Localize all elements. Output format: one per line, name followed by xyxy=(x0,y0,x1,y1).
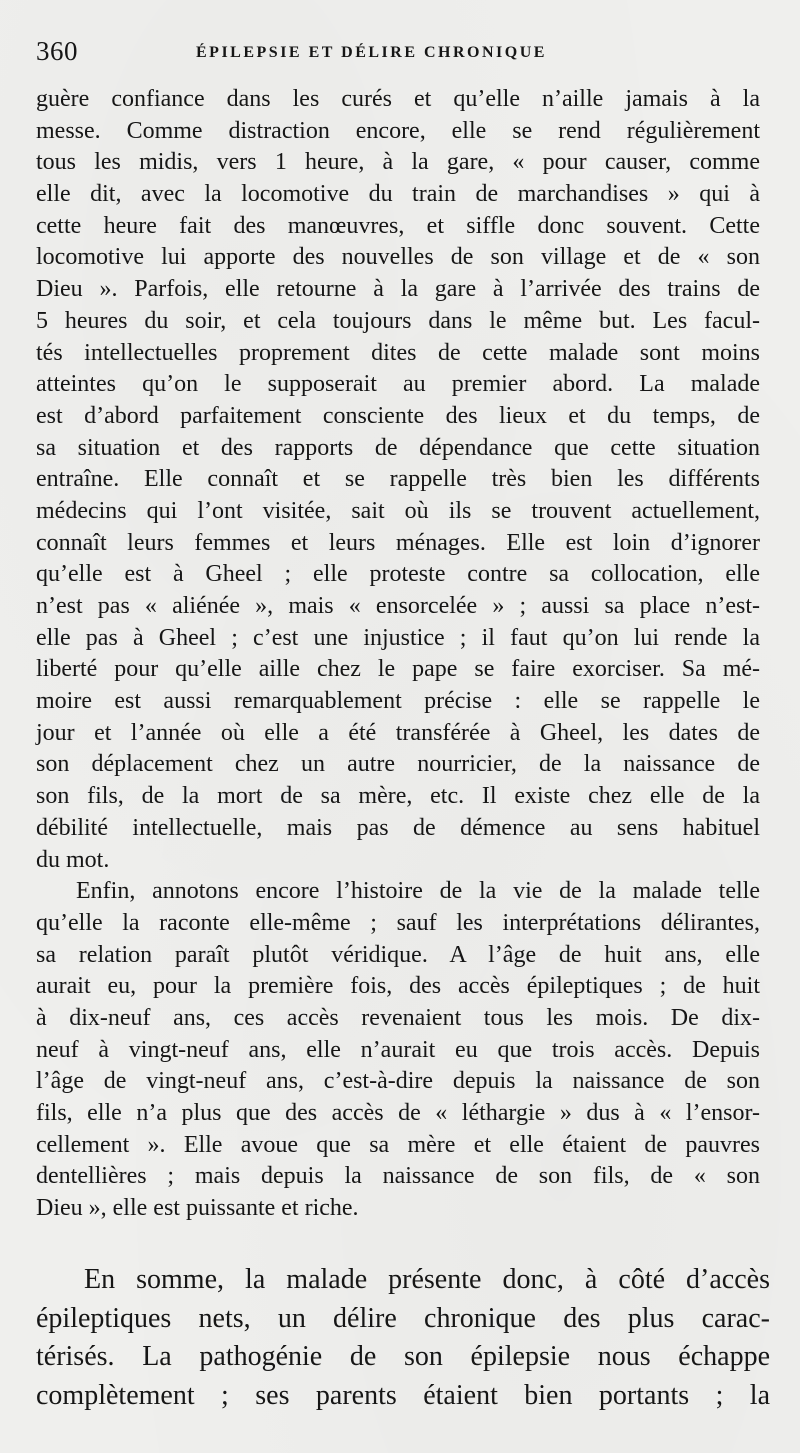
text-line: térisés. La pathogénie de son épilepsie nous échappe xyxy=(36,1341,770,1372)
text-line: fils, elle n’a plus que des accès de « léthargie » dus à « l’ensor- xyxy=(36,1100,760,1126)
text-line: médecins qui l’ont visitée, sait où ils se trouvent actuellement, xyxy=(36,497,760,524)
text-line: elle pas à Gheel ; c’est une injustice ; il faut qu’on lui rende la xyxy=(36,624,760,651)
text-line: jour et l’année où elle a été transférée à Gheel, les dates de xyxy=(36,719,760,746)
text-line: 5 heures du soir, et cela toujours dans le même but. Les facul- xyxy=(36,307,760,334)
text-line: En somme, la malade présente donc, à côté d’accès xyxy=(84,1264,770,1295)
text-line: cette heure fait des manœuvres, et siffle donc souvent. Cette xyxy=(36,212,760,239)
text-line: cellement ». Elle avoue que sa mère et elle étaient de pauvres xyxy=(36,1131,760,1158)
text-line: du mot. xyxy=(36,846,110,873)
text-line: est d’abord parfaitement consciente des lieux et du temps, de xyxy=(36,402,760,429)
page-header xyxy=(36,36,770,70)
body-text xyxy=(36,84,760,1225)
text-line: n’est pas « aliénée », mais « ensorcelée » ; aussi sa place n’est- xyxy=(36,593,760,619)
text-line: à dix-neuf ans, ces accès revenaient tous les mois. De dix- xyxy=(36,1004,760,1031)
text-line: elle dit, avec la locomotive du train de marchandises » qui à xyxy=(36,181,760,208)
text-line: atteintes qu’on le supposerait au premier abord. La malade xyxy=(36,371,760,398)
text-line: locomotive lui apporte des nouvelles de son village et de « son xyxy=(36,244,760,271)
text-line: guère confiance dans les curés et qu’elle n’aille jamais à la xyxy=(36,86,760,112)
text-line: sa relation paraît plutôt véridique. A l’âge de huit ans, elle xyxy=(36,941,760,968)
text-line: qu’elle est à Gheel ; elle proteste contre sa collocation, elle xyxy=(36,561,760,588)
text-line: connaît leurs femmes et leurs ménages. Elle est loin d’ignorer xyxy=(36,529,760,556)
text-line: qu’elle la raconte elle-même ; sauf les interprétations délirantes, xyxy=(36,909,760,936)
text-line: moire est aussi remarquablement précise : elle se rappelle le xyxy=(36,688,760,715)
text-line: sa situation et des rapports de dépendance que cette situation xyxy=(36,434,760,461)
text-line: aurait eu, pour la première fois, des accès épileptiques ; de huit xyxy=(36,973,760,1000)
text-line: Dieu ». Parfois, elle retourne à la gare à l’arrivée des trains de xyxy=(36,276,760,303)
text-line: l’âge de vingt-neuf ans, c’est-à-dire depuis la naissance de son xyxy=(36,1068,760,1095)
text-line: Dieu », elle est puissante et riche. xyxy=(36,1195,359,1222)
text-line: son fils, de la mort de sa mère, etc. Il existe chez elle de la xyxy=(36,783,760,810)
text-line: neuf à vingt-neuf ans, elle n’aurait eu que trois accès. Depuis xyxy=(36,1036,760,1063)
text-line: Enfin, annotons encore l’histoire de la vie de la malade telle xyxy=(76,878,760,905)
running-head: ÉPILEPSIE ET DÉLIRE CHRONIQUE xyxy=(196,44,547,61)
text-line: son déplacement chez un autre nourricier, de la naissance de xyxy=(36,751,760,778)
text-line: entraîne. Elle connaît et se rappelle très bien les différents xyxy=(36,466,760,493)
text-line: épileptiques nets, un délire chronique des plus carac- xyxy=(36,1302,770,1334)
summary-paragraph xyxy=(36,1261,770,1415)
text-line: tous les midis, vers 1 heure, à la gare, « pour causer, comme xyxy=(36,149,760,176)
text-line: tés intellectuelles proprement dites de cette malade sont moins xyxy=(36,339,760,366)
page-number: 360 xyxy=(36,36,78,66)
text-line: liberté pour qu’elle aille chez le pape se faire exorciser. Sa mé- xyxy=(36,656,760,683)
text-line: débilité intellectuelle, mais pas de démence au sens habituel xyxy=(36,814,760,841)
text-line: messe. Comme distraction encore, elle se rend régulièrement xyxy=(36,117,760,144)
text-line: dentellières ; mais depuis la naissance de son fils, de « son xyxy=(36,1163,760,1190)
text-line: complètement ; ses parents étaient bien portants ; la xyxy=(36,1379,770,1411)
